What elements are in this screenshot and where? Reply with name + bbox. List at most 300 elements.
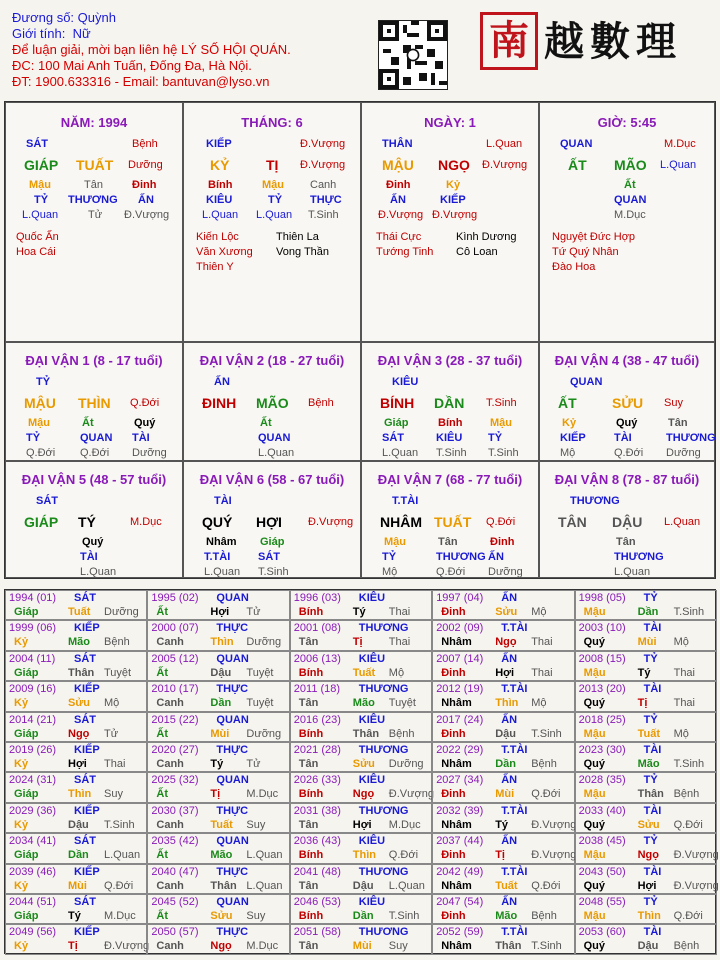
luck-period-3	[361, 342, 539, 461]
year-god: TÀI	[643, 926, 662, 939]
pillar-branch: MÃO	[614, 157, 647, 173]
year-stem: Mậu	[583, 666, 606, 679]
year-cell	[5, 742, 147, 772]
pillar-hour	[539, 102, 715, 342]
year-label: 2034 (41)	[9, 835, 57, 848]
hidden-god: THƯƠNG	[666, 432, 716, 444]
year-cycle: L.Quan	[104, 849, 141, 862]
year-cycle: Tuyệt	[104, 666, 132, 679]
year-stem: Canh	[156, 697, 184, 710]
hidden-stem: Tân	[438, 536, 458, 548]
year-cell	[147, 712, 289, 742]
year-label: 2014 (21)	[9, 713, 57, 726]
year-stem: Quý	[583, 818, 605, 831]
year-branch: Thân	[495, 940, 522, 953]
year-cell	[432, 864, 574, 894]
year-stem: Kỷ	[14, 697, 29, 710]
yearly-table	[4, 589, 719, 954]
year-cycle: Đ.Vượng	[531, 849, 577, 862]
year-branch: Dần	[210, 697, 232, 710]
luck-star-top: T.TÀI	[392, 495, 419, 507]
luck-stem: NHÂM	[380, 514, 422, 530]
luck-branch: DẬU	[612, 514, 643, 530]
year-branch: Tị	[495, 849, 505, 862]
year-label: 2053 (60)	[578, 926, 626, 939]
year-cell	[290, 712, 432, 742]
year-god: TỶ	[643, 835, 658, 848]
year-god: SÁT	[74, 896, 96, 908]
hidden-cycle: T.Sinh	[488, 447, 519, 459]
hidden-cycle: Q.Đới	[614, 447, 644, 459]
special-star: Kiến Lộc	[196, 231, 239, 243]
hidden-stem: Nhâm	[206, 536, 237, 548]
year-branch: Thìn	[68, 788, 92, 801]
luck-stem: ĐINH	[202, 395, 237, 411]
year-cycle: Suy	[104, 788, 123, 801]
year-stem: Mậu	[583, 727, 606, 740]
hidden-god: T.TÀI	[204, 551, 231, 563]
year-stem: Giáp	[14, 849, 39, 862]
hidden-stem: Tân	[616, 536, 636, 548]
hidden-cycle: Đ.Vượng	[432, 209, 478, 221]
year-cycle: Tuyệt	[246, 697, 274, 710]
year-cycle: Q.Đới	[531, 879, 561, 892]
hidden-god: TÀI	[614, 432, 632, 444]
year-branch: Mão	[210, 849, 233, 862]
year-cell	[5, 894, 147, 924]
pillar-stem: ẤT	[568, 157, 587, 173]
hidden-cycle: L.Quan	[614, 566, 651, 578]
year-label: 2026 (33)	[293, 774, 341, 787]
hidden-god: SÁT	[258, 551, 280, 563]
year-cell	[432, 803, 577, 833]
year-cell	[432, 742, 574, 772]
year-cycle: T.Sinh	[531, 727, 562, 740]
year-god: THƯƠNG	[358, 683, 409, 696]
year-label: 2048 (55)	[578, 896, 626, 908]
pillar-year	[5, 102, 183, 342]
year-label: 2043 (50)	[578, 865, 626, 878]
year-god: QUAN	[216, 592, 249, 604]
year-stem: Quý	[583, 697, 605, 710]
hidden-cycle: Đ.Vượng	[378, 209, 424, 221]
year-branch: Tý	[352, 606, 366, 618]
luck-star-top: THƯƠNG	[570, 495, 620, 507]
year-label: 2047 (54)	[436, 896, 484, 908]
year-cycle: Mộ	[673, 727, 689, 740]
year-label: 2012 (19)	[436, 683, 484, 696]
year-cell	[290, 620, 432, 650]
year-label: 2037 (44)	[436, 835, 484, 848]
pillar-star-state: Bệnh	[132, 138, 158, 150]
year-god: KIẾP	[74, 622, 100, 635]
year-label: 2010 (17)	[151, 683, 199, 696]
year-god: T.TÀI	[501, 683, 528, 696]
year-branch: Mùi	[68, 879, 87, 892]
year-god: TÀI	[643, 622, 662, 635]
year-cell	[5, 651, 147, 681]
year-god: TỶ	[643, 896, 658, 908]
year-cycle: T.Sinh	[104, 818, 135, 831]
year-branch: Tuất	[210, 818, 233, 831]
luck-branch: DẦN	[434, 395, 465, 411]
hidden-god: ẤN	[390, 194, 406, 206]
luck-stem: ẤT	[558, 395, 577, 411]
year-label: 1997 (04)	[436, 592, 484, 604]
year-branch: Sửu	[495, 606, 518, 618]
pillar-cycle: Dưỡng	[128, 159, 163, 171]
year-label: 2023 (30)	[578, 744, 626, 756]
hidden-god: TỶ	[488, 432, 503, 444]
hidden-cycle: T.Sinh	[258, 566, 289, 578]
year-label: 1995 (02)	[151, 592, 199, 604]
year-label: 1994 (01)	[9, 592, 57, 604]
year-cycle: Thai	[673, 697, 695, 710]
year-stem: Đinh	[441, 788, 466, 801]
year-branch: Thìn	[637, 910, 661, 922]
year-stem: Ất	[156, 788, 168, 801]
pillar-cycle: L.Quan	[660, 159, 697, 171]
luck-stem: MẬU	[24, 395, 56, 411]
year-branch: Tý	[210, 758, 224, 770]
year-branch: Ngọ	[495, 636, 517, 649]
pillar-branch: NGỌ	[438, 157, 470, 173]
year-branch: Mùi	[210, 727, 230, 740]
year-cell	[290, 681, 432, 711]
year-god: TÀI	[643, 865, 662, 878]
year-branch: Ngọ	[210, 940, 232, 953]
year-branch: Thìn	[210, 636, 234, 649]
year-branch: Tị	[210, 788, 221, 801]
year-cycle: Bệnh	[673, 788, 700, 801]
hidden-god: QUAN	[80, 432, 113, 444]
pillar-star-top: KIẾP	[206, 138, 232, 150]
year-cell	[575, 742, 717, 772]
year-god: KIÊU	[358, 592, 386, 604]
year-stem: Đinh	[441, 606, 466, 618]
hidden-god: TỶ	[268, 194, 283, 206]
chart-grid	[4, 101, 716, 579]
year-stem: Nhâm	[441, 940, 472, 953]
year-god: KIÊU	[358, 835, 386, 848]
luck-branch: SỬU	[612, 395, 644, 411]
hidden-cycle: Q.Đới	[26, 447, 56, 459]
year-god: THỰC	[216, 744, 249, 756]
year-branch: Mùi	[495, 788, 515, 801]
year-cycle: Q.Đới	[104, 879, 134, 892]
year-cycle: M.Dục	[246, 788, 279, 801]
hidden-god: TÀI	[80, 551, 98, 563]
year-label: 2000 (07)	[151, 622, 199, 635]
luck-star-top: ẤN	[214, 376, 230, 388]
year-cycle: Dưỡng	[388, 758, 424, 770]
pillar-title: THÁNG: 6	[241, 115, 303, 130]
luck-period-4	[539, 342, 715, 461]
year-label: 2019 (26)	[9, 744, 57, 756]
luck-title: ĐẠI VẬN 6 (58 - 67 tuổi)	[199, 472, 345, 487]
logo	[480, 12, 710, 74]
year-cell	[290, 924, 432, 954]
year-cycle: Q.Đới	[531, 788, 561, 801]
hidden-god: TỶ	[382, 551, 397, 563]
year-branch: Tuất	[637, 727, 660, 740]
special-star: Hoa Cái	[16, 246, 56, 258]
year-branch: Mùi	[637, 636, 657, 649]
special-star: Thái Cực	[376, 231, 422, 243]
hidden-cycle: Đ.Vượng	[124, 209, 170, 221]
year-cell	[5, 833, 147, 863]
year-cycle: Đ.Vượng	[673, 849, 719, 862]
year-god: KIẾP	[74, 744, 100, 756]
year-cell	[575, 712, 717, 742]
year-god: THỰC	[216, 865, 249, 878]
year-god: ẤN	[501, 896, 518, 908]
year-cycle: Mộ	[104, 697, 120, 710]
year-cell	[575, 833, 717, 863]
year-god: TỶ	[643, 713, 658, 726]
year-cell	[290, 803, 432, 833]
year-branch: Hợi	[210, 606, 230, 618]
year-cell	[147, 803, 289, 833]
year-god: KIÊU	[358, 774, 386, 787]
year-cell	[575, 864, 717, 894]
special-star: Kình Dương	[456, 231, 517, 243]
year-label: 2045 (52)	[151, 896, 199, 908]
year-stem: Ất	[156, 666, 168, 679]
year-cycle: M.Dục	[388, 818, 421, 831]
year-stem: Kỷ	[14, 879, 29, 892]
year-god: ẤN	[501, 835, 518, 848]
year-cell	[432, 894, 574, 924]
address-line: ĐC: 100 Mai Anh Tuấn, Đống Đa, Hà Nội.	[12, 58, 252, 73]
year-cell	[432, 590, 574, 620]
pillar-cycle: Đ.Vượng	[482, 159, 528, 171]
hidden-cycle: M.Dục	[614, 209, 646, 221]
year-label: 2029 (36)	[9, 804, 57, 817]
hidden-stem: Giáp	[384, 417, 409, 429]
luck-period-7	[361, 461, 539, 578]
year-cell	[147, 590, 289, 620]
year-stem: Tân	[298, 636, 319, 649]
year-stem: Ất	[156, 910, 168, 922]
year-label: 2015 (22)	[151, 713, 199, 726]
pillar-day	[361, 102, 539, 342]
year-label: 2002 (09)	[436, 622, 484, 635]
year-stem: Kỷ	[14, 636, 29, 649]
year-god: QUAN	[216, 835, 249, 848]
year-label: 2039 (46)	[9, 865, 57, 878]
luck-title: ĐẠI VẬN 5 (48 - 57 tuổi)	[21, 472, 167, 487]
year-branch: Dậu	[210, 666, 232, 679]
year-god: ẤN	[501, 774, 518, 787]
pillar-title: GIỜ: 5:45	[597, 115, 657, 130]
luck-branch: HỢI	[256, 514, 282, 530]
year-cell	[432, 924, 574, 954]
year-cell	[147, 924, 289, 954]
name-line: Đương số: Quỳnh	[12, 10, 116, 25]
year-cycle: Thai	[673, 666, 695, 679]
year-cell	[575, 924, 717, 954]
special-star: Văn Xương	[196, 246, 253, 258]
year-stem: Giáp	[14, 910, 39, 922]
pillar-branch: TỊ	[266, 157, 279, 173]
year-label: 2042 (49)	[436, 865, 484, 878]
year-stem: Canh	[156, 879, 184, 892]
year-label: 2051 (58)	[293, 926, 341, 939]
year-stem: Bính	[298, 849, 324, 862]
luck-cycle: Bệnh	[308, 397, 334, 409]
year-stem: Kỷ	[14, 758, 29, 770]
hidden-stem: Quý	[616, 417, 638, 429]
special-star: Cô Loan	[456, 246, 498, 258]
luck-title: ĐẠI VẬN 4 (38 - 47 tuổi)	[554, 353, 700, 368]
year-cell	[5, 772, 147, 802]
year-god: THỰC	[216, 622, 249, 635]
luck-cycle: Q.Đới	[130, 397, 160, 409]
year-label: 2011 (18)	[293, 683, 341, 696]
year-stem: Tân	[298, 697, 319, 710]
year-god: QUAN	[216, 713, 249, 726]
year-cell	[432, 772, 574, 802]
hidden-cycle: Dưỡng	[132, 447, 167, 459]
year-stem: Tân	[298, 940, 319, 953]
luck-branch: THÌN	[78, 395, 111, 411]
year-branch: Mão	[352, 697, 375, 710]
year-cycle: Mộ	[388, 666, 405, 679]
luck-stem: QUÝ	[202, 514, 233, 530]
year-cell	[575, 803, 717, 833]
hidden-stem: Ất	[624, 179, 636, 191]
year-cycle: Mộ	[673, 636, 689, 649]
year-cycle: Thai	[531, 666, 553, 679]
luck-branch: TÝ	[78, 514, 96, 530]
year-cycle: Mộ	[531, 606, 547, 618]
qr-code	[378, 20, 448, 90]
year-god: THỰC	[216, 804, 249, 817]
year-god: TỶ	[643, 774, 658, 787]
year-stem: Nhâm	[441, 879, 472, 892]
year-cycle: Đ.Vượng	[531, 818, 577, 831]
year-label: 2020 (27)	[151, 744, 199, 756]
year-label: 2004 (11)	[9, 652, 56, 665]
year-cycle: Đ.Vượng	[104, 940, 150, 953]
year-cycle: Thai	[388, 636, 411, 649]
hidden-cycle: Q.Đới	[436, 566, 466, 578]
year-stem: Giáp	[14, 606, 39, 618]
year-god: ẤN	[501, 713, 518, 726]
year-cell	[147, 620, 289, 650]
year-label: 2027 (34)	[436, 774, 484, 787]
year-branch: Thân	[637, 788, 664, 801]
year-cycle: Q.Đới	[673, 910, 703, 922]
year-cell	[5, 924, 150, 954]
year-stem: Quý	[583, 758, 605, 770]
year-god: QUAN	[216, 652, 249, 665]
year-label: 2038 (45)	[578, 835, 626, 848]
year-god: T.TÀI	[501, 744, 528, 756]
hidden-god: ẤN	[488, 551, 504, 563]
year-branch: Ngọ	[352, 788, 375, 801]
luck-branch: TUẤT	[434, 514, 472, 530]
hidden-god: TÀI	[132, 432, 150, 444]
luck-cycle: Suy	[664, 397, 683, 409]
year-label: 2009 (16)	[9, 683, 57, 696]
year-stem: Ất	[156, 727, 168, 740]
year-stem: Canh	[156, 818, 184, 831]
year-label: 2035 (42)	[151, 835, 199, 848]
hidden-god: SÁT	[382, 432, 404, 444]
pillar-branch: TUẤT	[76, 157, 114, 173]
year-branch: Sửu	[637, 818, 660, 831]
hidden-stem: Đinh	[132, 179, 157, 191]
luck-cycle: Đ.Vượng	[308, 516, 354, 528]
hidden-god: QUAN	[614, 194, 647, 206]
year-cell	[575, 590, 717, 620]
hidden-cycle: L.Quan	[202, 209, 239, 221]
year-branch: Dậu	[68, 818, 89, 831]
hidden-cycle: L.Quan	[204, 566, 241, 578]
year-stem: Tân	[298, 879, 319, 892]
year-cell	[290, 590, 432, 620]
year-god: T.TÀI	[501, 804, 528, 817]
year-god: T.TÀI	[501, 865, 528, 878]
hidden-stem: Ất	[260, 417, 272, 429]
luck-star-top: TÀI	[214, 495, 232, 507]
year-branch: Mùi	[352, 940, 372, 953]
pillar-cycle: Đ.Vượng	[300, 159, 346, 171]
special-star: Tứ Quý Nhân	[552, 246, 619, 258]
year-branch: Mão	[68, 636, 90, 649]
year-label: 2032 (39)	[436, 804, 484, 817]
year-stem: Bính	[298, 606, 324, 618]
year-label: 2001 (08)	[293, 622, 341, 635]
year-branch: Tý	[495, 818, 509, 831]
hidden-stem: Mậu	[490, 417, 512, 429]
year-stem: Nhâm	[441, 697, 472, 710]
year-cell	[432, 651, 574, 681]
hidden-stem: Giáp	[260, 536, 285, 548]
year-god: TÀI	[643, 744, 662, 756]
year-cycle: T.Sinh	[388, 910, 420, 922]
year-branch: Thìn	[352, 849, 377, 862]
pillar-stem: MẬU	[382, 157, 414, 173]
hidden-god: KIẾP	[440, 194, 466, 206]
year-cycle: Q.Đới	[388, 849, 419, 862]
year-god: SÁT	[74, 835, 96, 848]
luck-period-1	[5, 342, 183, 461]
year-cell	[5, 590, 147, 620]
year-branch: Hợi	[352, 818, 372, 831]
year-label: 2006 (13)	[293, 652, 341, 665]
year-stem: Mậu	[583, 910, 606, 922]
year-god: SÁT	[74, 652, 96, 665]
year-label: 1996 (03)	[293, 592, 341, 604]
year-branch: Thân	[210, 879, 237, 892]
year-label: 2052 (59)	[436, 926, 484, 939]
year-cell	[575, 772, 717, 802]
hidden-stem: Bính	[208, 179, 233, 191]
hidden-stem: Tân	[84, 179, 103, 191]
luck-cycle: M.Dục	[130, 516, 162, 528]
luck-cycle: T.Sinh	[486, 397, 517, 409]
year-god: THƯƠNG	[358, 804, 409, 817]
year-cell	[432, 620, 574, 650]
year-stem: Đinh	[441, 849, 466, 862]
year-stem: Ất	[156, 606, 168, 618]
year-cycle: Tuyệt	[388, 697, 416, 710]
year-god: QUAN	[216, 774, 249, 787]
year-branch: Thân	[352, 727, 380, 740]
